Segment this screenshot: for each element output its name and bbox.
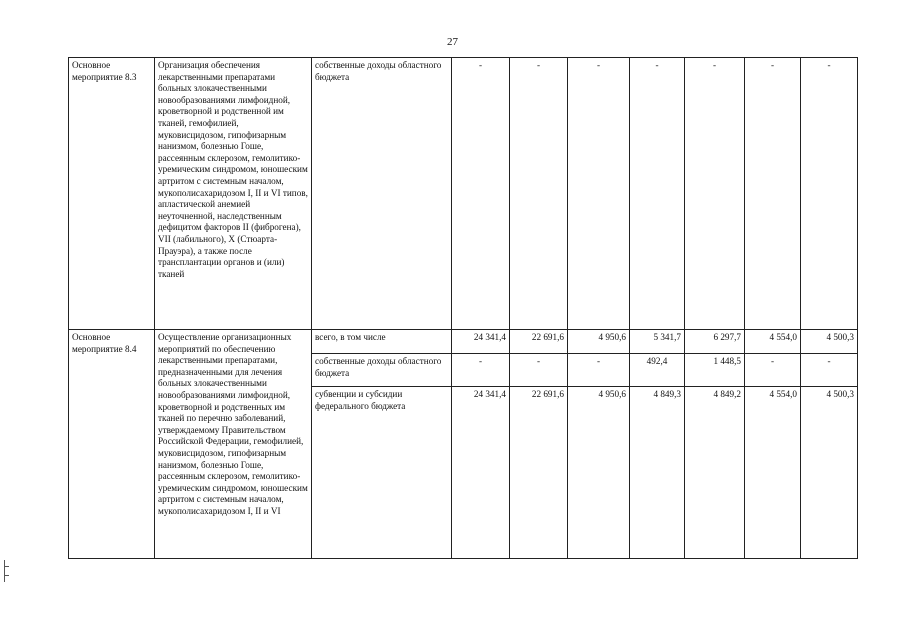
budget-table [68, 57, 858, 559]
table-row [69, 58, 858, 330]
value-cell: 1 448,5 [685, 354, 745, 387]
value-cell: 4 500,3 [801, 330, 858, 354]
value-cell: - [510, 354, 568, 387]
value-cell: 24 341,4 [452, 330, 510, 354]
activity-cell: Основное мероприятие 8.3 [69, 58, 155, 330]
value-cell: - [630, 58, 685, 330]
value-cell: 4 950,6 [568, 330, 630, 354]
funding-source-cell: субвенции и субсидии федерального бюджета [312, 387, 452, 559]
value-cell: 4 849,3 [630, 387, 685, 559]
funding-source-cell: всего, в том числе [312, 330, 452, 354]
table-row [69, 330, 858, 354]
activity-cell: Основное мероприятие 8.4 [69, 330, 155, 559]
value-cell: 6 297,7 [685, 330, 745, 354]
value-cell: - [568, 354, 630, 387]
value-cell: 22 691,6 [510, 330, 568, 354]
value-cell: - [745, 354, 801, 387]
page-number: 27 [447, 36, 458, 48]
value-cell: - [568, 58, 630, 330]
scan-margin-mark [4, 560, 11, 582]
funding-source-cell: собственные доходы областного бюджета [312, 58, 452, 330]
value-cell: 4 950,6 [568, 387, 630, 559]
value-cell: 4 849,2 [685, 387, 745, 559]
value-cell: - [801, 58, 858, 330]
value-cell: 492,4 [630, 354, 685, 387]
value-cell: - [452, 58, 510, 330]
value-cell: - [685, 58, 745, 330]
value-cell: - [452, 354, 510, 387]
value-cell: 22 691,6 [510, 387, 568, 559]
value-cell: - [510, 58, 568, 330]
value-cell: 24 341,4 [452, 387, 510, 559]
value-cell: 4 554,0 [745, 387, 801, 559]
value-cell: - [801, 354, 858, 387]
description-cell: Организация обеспечения лекарственными препаратами больных злокачественными новообразованиями лимфоидной, кроветворной и родственной им тканей, гемофилией, муковисцидозом, гипофизарным нанизмом, болезнью Гоше, рассеянным склерозом, гемолитико-уремическим синдромом, юношеским артритом с системным началом, мукополисахаридозом I, II и VI типов, апластической анемией неуточненной, наследственным дефицитом факторов II (фиброгена), VII (лабильного), X (Стюарта-Прауэра), а также после трансплантации органов и (или) тканей [155, 58, 312, 330]
funding-source-cell: собственные доходы областного бюджета [312, 354, 452, 387]
value-cell: - [745, 58, 801, 330]
value-cell: 4 554,0 [745, 330, 801, 354]
value-cell: 4 500,3 [801, 387, 858, 559]
value-cell: 5 341,7 [630, 330, 685, 354]
description-cell: Осуществление организационных мероприятий по обеспечению лекарственными препаратами, предназначенными для лечения больных злокачественными новообразованиями лимфоидной, кроветворной и родственных им тканей по перечню заболеваний, утверждаемому Правительством Российской Федерации, гемофилией, муковисцидозом, гипофизарным нанизмом, болезнью Гоше, рассеянным склерозом, гемолитико-уремическим синдромом, юношеским артритом с системным началом, мукополисахаридозом I, II и VI [155, 330, 312, 559]
